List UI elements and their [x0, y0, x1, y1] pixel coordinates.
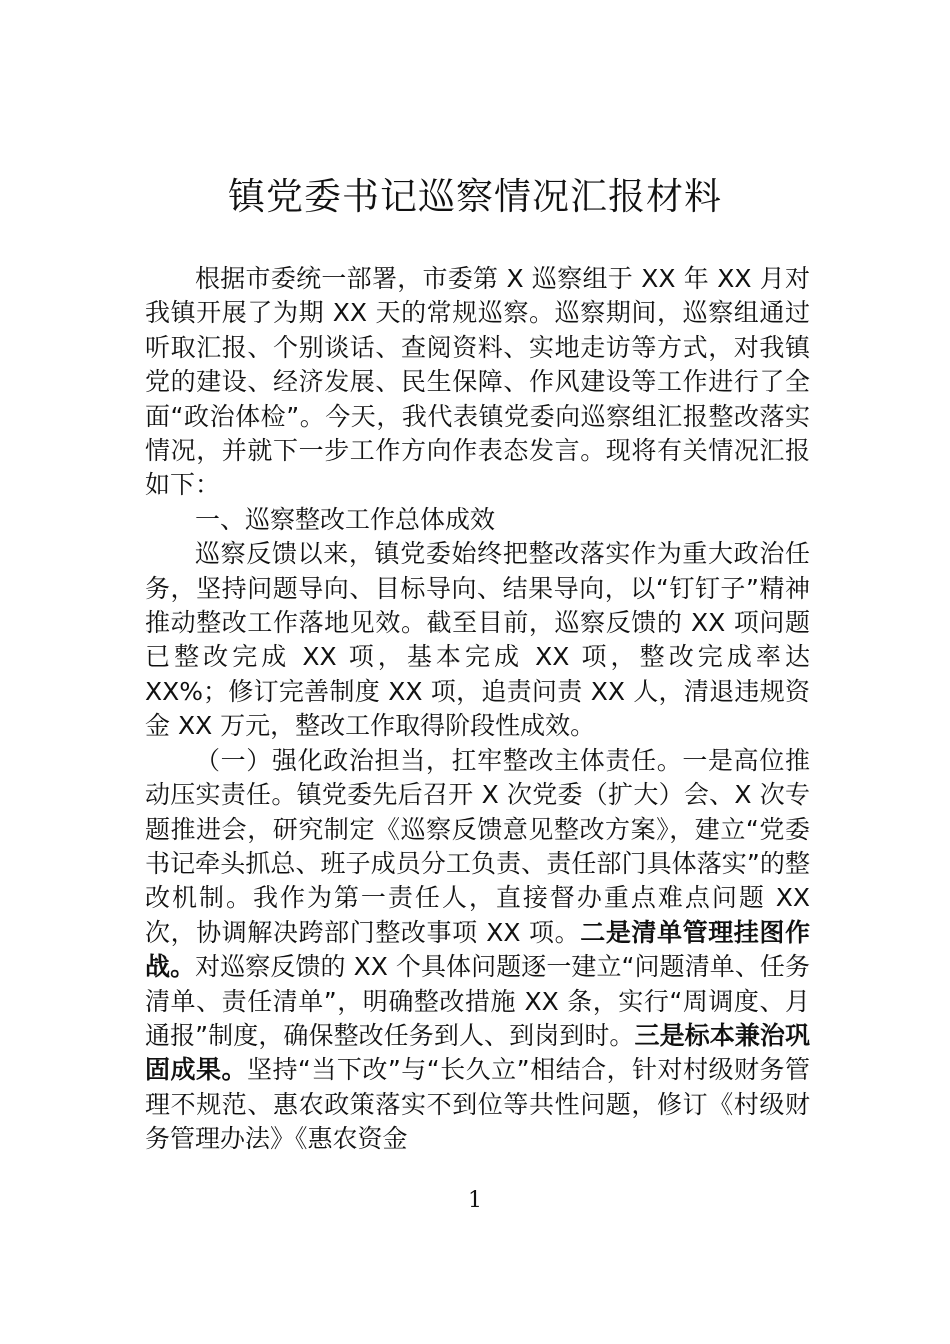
section-heading: 一、巡察整改工作总体成效 [195, 504, 496, 534]
page-number: 1 [468, 1188, 482, 1213]
document-body [145, 262, 810, 1157]
paragraph-text: 对巡察反馈的 XX 个具体问题逐一建立“问题清单、任务清单、责任清单”，明确整改措施 XX 条，实行“周调度、月通报”制度，确保整改任务到人、到岗到时。 [145, 952, 810, 1050]
summary-paragraph: 巡察反馈以来，镇党委始终把整改落实作为重大政治任务，坚持问题导向、目标导向、结果导向，以“钉钉子”精神推动整改工作落地见效。截至目前，巡察反馈的 XX 项问题已整改完成 XX 项，基本完成 XX 项，整改完成率达 XX%；修订完善制度 XX 项，追责问责 XX 人，清退违规资金 XX 万元，整改工作取得阶段性成效。 [145, 539, 810, 741]
bold-phrase: 三是标本兼治巩固成果。 [145, 1020, 810, 1085]
paragraph-text: （一）强化政治担当，扛牢整改主体责任。一是高位推动压实责任。镇党委先后召开 X 次党委（扩大）会、X 次专题推进会，研究制定《巡察反馈意见整改方案》，建立“党委书记牵头抓总、班子成员分工负责、责任部门具体落实”的整改机制。我作为第一责任人，直接督办重点难点问题 XX 次，协调解决跨部门整改事项 XX 项。 [145, 745, 810, 947]
bold-phrase: 二是清单管理挂图作战。 [145, 917, 810, 982]
responsibility-paragraph [145, 744, 810, 1157]
intro-paragraph: 根据市委统一部署，市委第 X 巡察组于 XX 年 XX 月对我镇开展了为期 XX 天的常规巡察。巡察期间，巡察组通过听取汇报、个别谈话、查阅资料、实地走访等方式，对我镇党的建设、经济发展、民生保障、作风建设等工作进行了全面“政治体检”。今天，我代表镇党委向巡察组汇报整改落实情况，并就下一步工作方向作表态发言。现将有关情况汇报如下： [145, 264, 810, 500]
document-title: 镇党委书记巡察情况汇报材料 [228, 175, 722, 218]
paragraph-text: 坚持“当下改”与“长久立”相结合，针对村级财务管理不规范、惠农政策落实不到位等共性问题，修订《村级财务管理办法》《惠农资金 [145, 1055, 810, 1154]
